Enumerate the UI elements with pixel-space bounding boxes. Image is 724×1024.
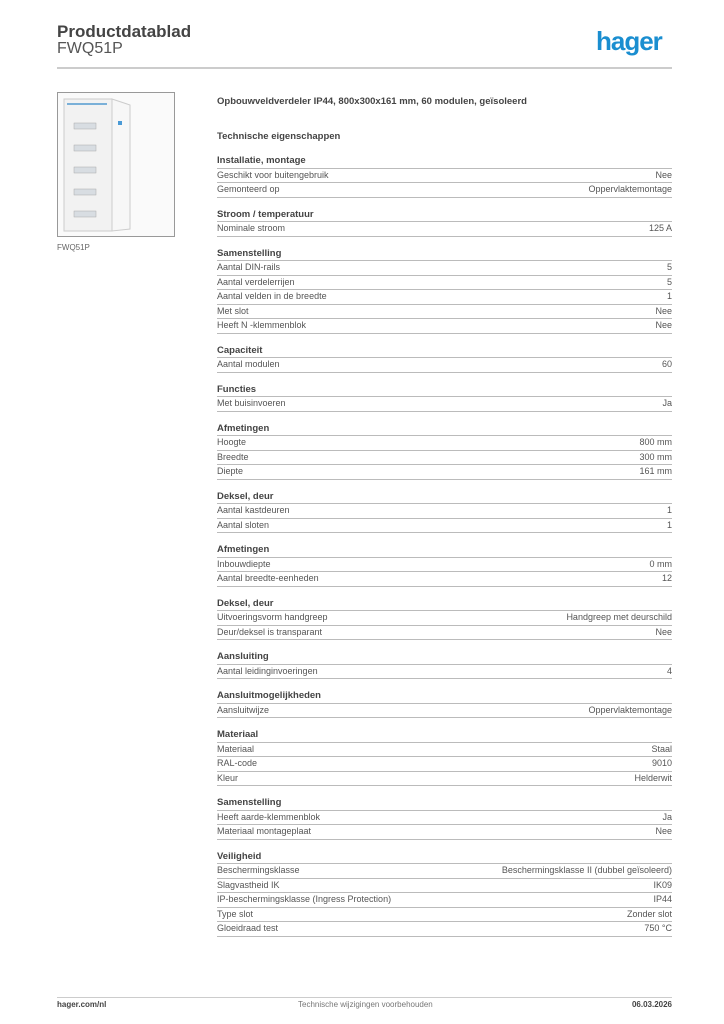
spec-value: 12	[661, 573, 672, 583]
section-title: Stroom / temperatuur	[217, 208, 672, 223]
spec-row	[217, 879, 672, 894]
spec-label: Heeft aarde-klemmenblok	[217, 811, 321, 822]
spec-value: Nee	[655, 305, 672, 316]
spec-section	[217, 344, 672, 373]
spec-value: Nee	[655, 626, 672, 637]
spec-section	[217, 422, 672, 480]
section-title: Samenstelling	[217, 796, 672, 811]
spec-value: Staal	[651, 743, 672, 754]
spec-label: Kleur	[217, 772, 239, 783]
hager-logo: hager	[596, 26, 662, 56]
spec-row	[217, 519, 672, 534]
spec-row	[217, 465, 672, 480]
spec-label: Diepte	[217, 466, 244, 476]
spec-row	[217, 772, 672, 787]
spec-value: 300 mm	[639, 451, 672, 462]
product-code: FWQ51P	[57, 40, 123, 57]
footer-disclaimer: Technische wijzigingen voorbehouden	[298, 1000, 433, 1009]
footer-date: 06.03.2026	[631, 1000, 672, 1009]
spec-value: 4	[666, 665, 672, 676]
spec-row	[217, 261, 672, 276]
spec-value: 1	[666, 291, 672, 301]
spec-row	[217, 222, 672, 237]
footer-website: hager.com/nl	[57, 1000, 107, 1009]
spec-row	[217, 358, 672, 373]
spec-section	[217, 728, 672, 786]
section-title: Materiaal	[217, 728, 672, 743]
spec-section	[217, 597, 672, 641]
spec-row	[217, 811, 672, 826]
spec-label: Aansluitwijze	[217, 704, 270, 715]
section-title: Afmetingen	[217, 543, 672, 558]
section-title: Afmetingen	[217, 422, 672, 437]
spec-section	[217, 850, 672, 937]
spec-label: Met slot	[217, 305, 249, 316]
spec-value: IK09	[653, 879, 672, 890]
spec-label: Uitvoeringsvorm handgreep	[217, 612, 328, 622]
spec-section	[217, 383, 672, 412]
spec-label: Geschikt voor buitengebruik	[217, 169, 329, 180]
product-image	[57, 92, 175, 237]
section-title: Samenstelling	[217, 247, 672, 262]
spec-value: 9010	[651, 758, 672, 768]
spec-label: Aantal sloten	[217, 519, 270, 530]
spec-section	[217, 490, 672, 534]
spec-label: RAL-code	[217, 758, 258, 768]
spec-value: IP44	[653, 894, 672, 904]
header-divider	[57, 67, 672, 69]
spec-label: Aantal DIN-rails	[217, 262, 281, 272]
spec-row	[217, 319, 672, 334]
spec-row	[217, 743, 672, 758]
spec-value: Zonder slot	[626, 908, 672, 919]
spec-value: Ja	[662, 398, 672, 408]
spec-value: 800 mm	[639, 437, 672, 447]
spec-label: Aantal modulen	[217, 359, 280, 369]
spec-value: 0 mm	[649, 558, 672, 569]
spec-value: 125 A	[648, 223, 672, 233]
section-title: Aansluitmogelijkheden	[217, 689, 672, 704]
page-title: Productdatablad	[57, 22, 192, 41]
spec-label: Slagvastheid IK	[217, 879, 280, 890]
spec-label: Gloeidraad test	[217, 923, 279, 933]
spec-label: Nominale stroom	[217, 223, 286, 233]
spec-row	[217, 276, 672, 291]
footer-divider	[57, 997, 672, 998]
spec-label: Deur/deksel is transparant	[217, 626, 323, 637]
spec-row	[217, 290, 672, 305]
spec-label: Gemonteerd op	[217, 184, 280, 194]
spec-row	[217, 864, 672, 879]
spec-value: Beschermingsklasse II (dubbel geïsoleerd)	[501, 865, 672, 875]
spec-value: Nee	[655, 826, 672, 836]
spec-value: 1	[666, 505, 672, 515]
spec-row	[217, 183, 672, 198]
spec-row	[217, 169, 672, 184]
spec-row	[217, 572, 672, 587]
spec-content	[217, 96, 672, 947]
product-description: Opbouwveldverdeler IP44, 800x300x161 mm, 60 modulen, geïsoleerd	[217, 96, 527, 107]
spec-label: Aantal verdelerrijen	[217, 276, 295, 287]
spec-section	[217, 154, 672, 198]
spec-value: 5	[666, 276, 672, 287]
spec-label: Aantal breedte-eenheden	[217, 573, 319, 583]
spec-label: Beschermingsklasse	[217, 865, 300, 875]
spec-value: Ja	[662, 811, 672, 822]
spec-row	[217, 558, 672, 573]
spec-value: Oppervlaktemontage	[588, 184, 672, 194]
spec-label: Aantal kastdeuren	[217, 505, 290, 515]
section-title: Veiligheid	[217, 850, 672, 865]
spec-row	[217, 922, 672, 937]
spec-label: Materiaal	[217, 743, 255, 754]
spec-section	[217, 247, 672, 334]
spec-value: Nee	[655, 169, 672, 180]
spec-value: 161 mm	[639, 466, 672, 476]
spec-label: Heeft N -klemmenblok	[217, 320, 307, 330]
spec-section	[217, 208, 672, 237]
spec-label: Aantal leidinginvoeringen	[217, 665, 318, 676]
spec-row	[217, 626, 672, 641]
spec-section	[217, 689, 672, 718]
spec-row	[217, 665, 672, 680]
spec-label: Aantal velden in de breedte	[217, 291, 327, 301]
spec-row	[217, 436, 672, 451]
spec-sections	[217, 154, 672, 937]
tech-heading: Technische eigenschappen	[217, 131, 341, 142]
spec-value: Oppervlaktemontage	[588, 704, 672, 715]
spec-row	[217, 305, 672, 320]
spec-value: 60	[661, 359, 672, 369]
spec-row	[217, 704, 672, 719]
spec-label: Materiaal montageplaat	[217, 826, 312, 836]
spec-value: Helderwit	[634, 772, 672, 783]
spec-label: IP-beschermingsklasse (Ingress Protection)	[217, 894, 392, 904]
spec-value: 1	[666, 519, 672, 530]
spec-row	[217, 397, 672, 412]
spec-row	[217, 504, 672, 519]
spec-value: 5	[666, 262, 672, 272]
spec-section	[217, 543, 672, 587]
spec-label: Type slot	[217, 908, 254, 919]
spec-section	[217, 650, 672, 679]
spec-label: Hoogte	[217, 437, 247, 447]
spec-label: Inbouwdiepte	[217, 558, 271, 569]
spec-value: Handgreep met deurschild	[566, 612, 672, 622]
section-title: Installatie, montage	[217, 154, 672, 169]
spec-row	[217, 825, 672, 840]
spec-section	[217, 796, 672, 840]
section-title: Functies	[217, 383, 672, 398]
spec-label: Breedte	[217, 451, 249, 462]
spec-row	[217, 757, 672, 772]
spec-row	[217, 611, 672, 626]
section-title: Deksel, deur	[217, 597, 672, 612]
spec-row	[217, 451, 672, 466]
spec-value: 750 °C	[644, 923, 672, 933]
image-caption: FWQ51P	[57, 243, 90, 252]
spec-row	[217, 908, 672, 923]
section-title: Deksel, deur	[217, 490, 672, 505]
spec-row	[217, 893, 672, 908]
section-title: Aansluiting	[217, 650, 672, 665]
spec-value: Nee	[655, 320, 672, 330]
section-title: Capaciteit	[217, 344, 672, 359]
spec-label: Met buisinvoeren	[217, 398, 286, 408]
